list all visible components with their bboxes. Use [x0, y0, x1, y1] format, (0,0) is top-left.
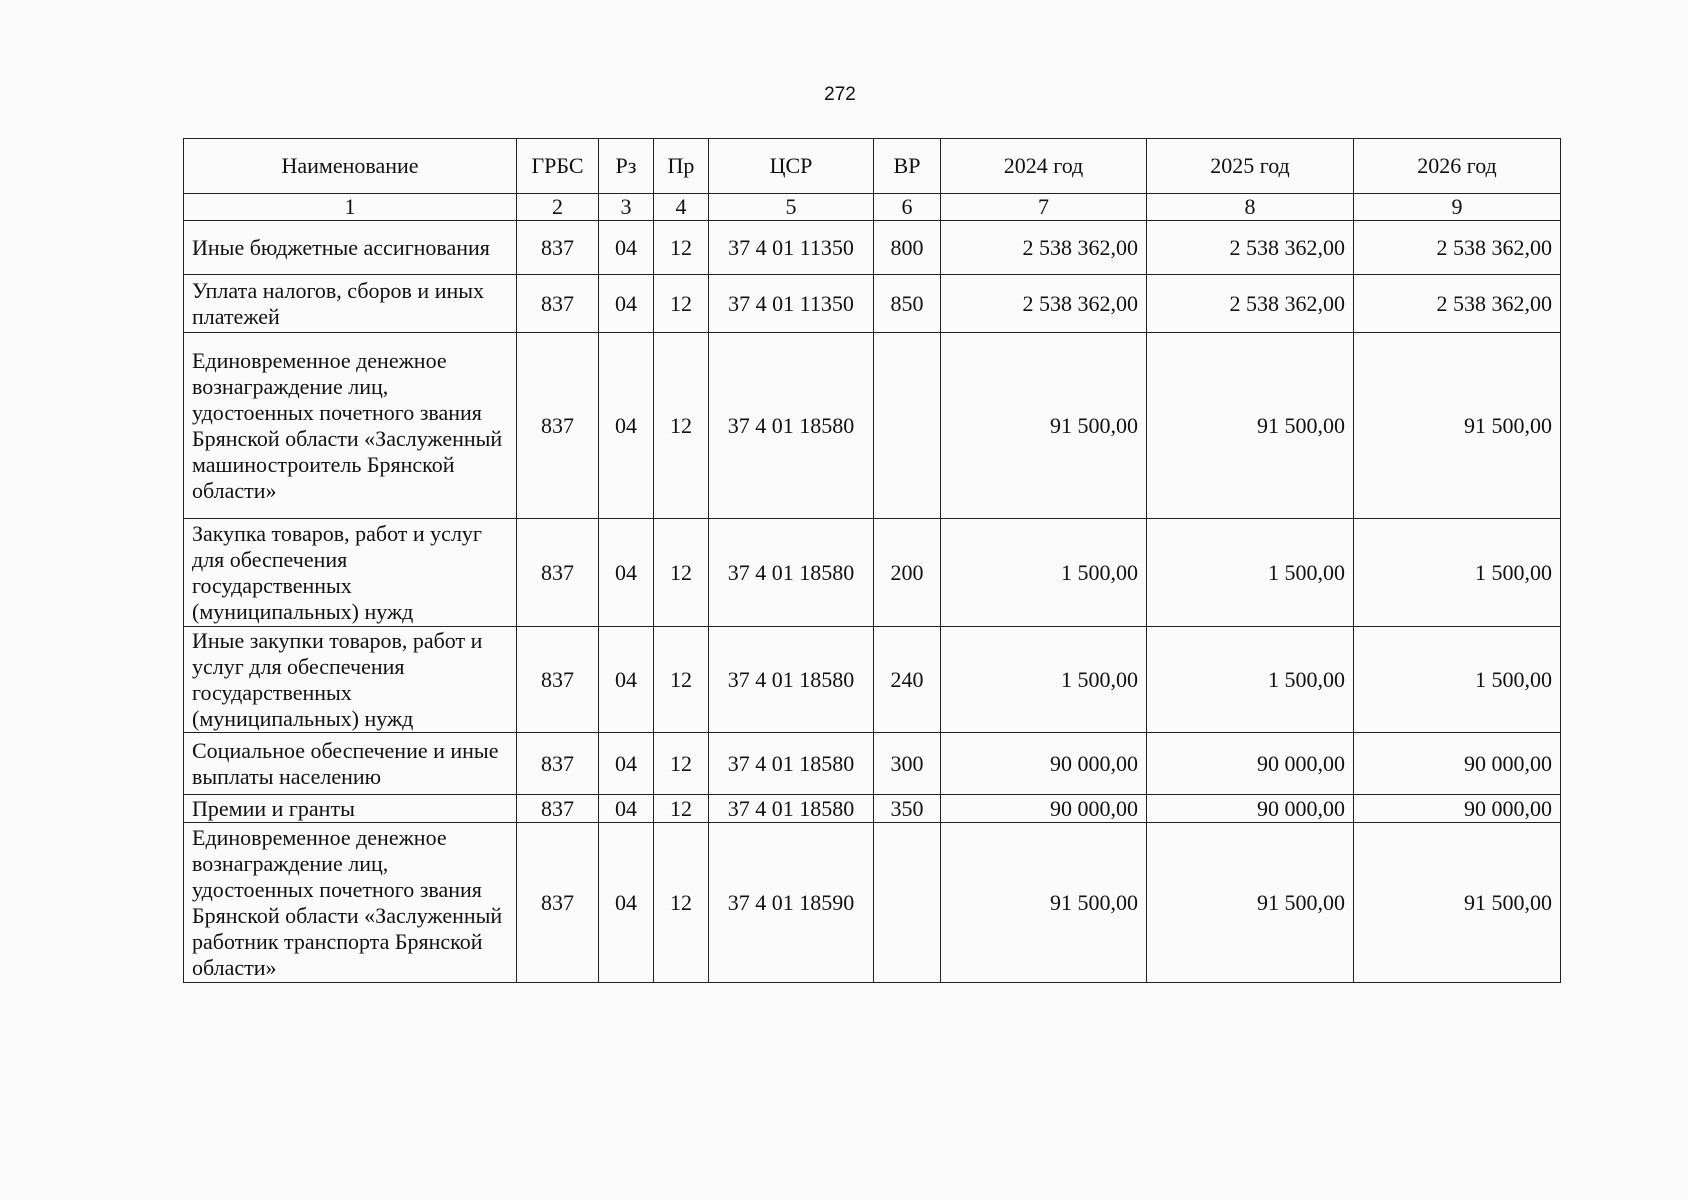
column-number: 8: [1147, 194, 1354, 221]
cell-vr: 850: [874, 275, 941, 333]
cell-pr: 12: [654, 795, 709, 823]
page-number: 272: [824, 84, 856, 105]
cell-2024: 91 500,00: [941, 333, 1147, 519]
cell-vr: 300: [874, 733, 941, 795]
column-number: 2: [517, 194, 599, 221]
cell-grbs: 837: [517, 221, 599, 275]
cell-csr: 37 4 01 18580: [709, 519, 874, 627]
header-row: [184, 139, 1561, 194]
cell-csr: 37 4 01 11350: [709, 275, 874, 333]
table-row: [184, 795, 1561, 823]
column-number: 6: [874, 194, 941, 221]
cell-2025: 91 500,00: [1147, 333, 1354, 519]
cell-2026: 1 500,00: [1354, 519, 1561, 627]
cell-2025: 1 500,00: [1147, 627, 1354, 733]
cell-grbs: 837: [517, 333, 599, 519]
cell-2024: 91 500,00: [941, 823, 1147, 983]
cell-name: Иные закупки товаров, работ и услуг для обеспечения государственных (муниципальных) нужд: [184, 627, 517, 733]
cell-2026: 2 538 362,00: [1354, 221, 1561, 275]
cell-name: Премии и гранты: [184, 795, 517, 823]
cell-name: Закупка товаров, работ и услуг для обеспечения государственных (муниципальных) нужд: [184, 519, 517, 627]
cell-csr: 37 4 01 18580: [709, 333, 874, 519]
header-name: Наименование: [184, 139, 517, 194]
cell-grbs: 837: [517, 733, 599, 795]
cell-csr: 37 4 01 18580: [709, 795, 874, 823]
cell-rz: 04: [599, 795, 654, 823]
cell-vr: 350: [874, 795, 941, 823]
cell-csr: 37 4 01 18580: [709, 627, 874, 733]
header-pr: Пр: [654, 139, 709, 194]
cell-pr: 12: [654, 333, 709, 519]
cell-rz: 04: [599, 519, 654, 627]
column-number: 1: [184, 194, 517, 221]
cell-pr: 12: [654, 275, 709, 333]
cell-pr: 12: [654, 733, 709, 795]
cell-vr: [874, 333, 941, 519]
header-2024: 2024 год: [941, 139, 1147, 194]
column-number: 9: [1354, 194, 1561, 221]
cell-grbs: 837: [517, 627, 599, 733]
table-row: [184, 627, 1561, 733]
cell-2025: 91 500,00: [1147, 823, 1354, 983]
cell-grbs: 837: [517, 795, 599, 823]
cell-2026: 90 000,00: [1354, 795, 1561, 823]
table-row: [184, 733, 1561, 795]
cell-2024: 2 538 362,00: [941, 221, 1147, 275]
header-rz: Рз: [599, 139, 654, 194]
cell-2025: 2 538 362,00: [1147, 221, 1354, 275]
column-number: 4: [654, 194, 709, 221]
cell-pr: 12: [654, 627, 709, 733]
cell-grbs: 837: [517, 823, 599, 983]
cell-2026: 2 538 362,00: [1354, 275, 1561, 333]
cell-2025: 90 000,00: [1147, 733, 1354, 795]
cell-2025: 2 538 362,00: [1147, 275, 1354, 333]
cell-vr: 800: [874, 221, 941, 275]
cell-grbs: 837: [517, 519, 599, 627]
cell-csr: 37 4 01 18580: [709, 733, 874, 795]
cell-2026: 90 000,00: [1354, 733, 1561, 795]
cell-csr: 37 4 01 11350: [709, 221, 874, 275]
cell-2026: 91 500,00: [1354, 333, 1561, 519]
cell-2024: 90 000,00: [941, 795, 1147, 823]
cell-2024: 2 538 362,00: [941, 275, 1147, 333]
cell-csr: 37 4 01 18590: [709, 823, 874, 983]
table-body: [184, 194, 1561, 983]
column-number: 3: [599, 194, 654, 221]
header-grbs: ГРБС: [517, 139, 599, 194]
cell-name: Иные бюджетные ассигнования: [184, 221, 517, 275]
column-number: 7: [941, 194, 1147, 221]
cell-pr: 12: [654, 519, 709, 627]
table-row: [184, 221, 1561, 275]
table-row: [184, 333, 1561, 519]
table-row: [184, 823, 1561, 983]
header-2026: 2026 год: [1354, 139, 1561, 194]
cell-rz: 04: [599, 333, 654, 519]
cell-2026: 91 500,00: [1354, 823, 1561, 983]
column-number: 5: [709, 194, 874, 221]
cell-name: Единовременное денежное вознаграждение лиц, удостоенных почетного звания Брянской области «Заслуженный работник транспорта Брянской области»: [184, 823, 517, 983]
cell-rz: 04: [599, 275, 654, 333]
budget-table: [183, 138, 1561, 983]
cell-vr: 200: [874, 519, 941, 627]
cell-2025: 1 500,00: [1147, 519, 1354, 627]
table-row: [184, 275, 1561, 333]
header-2025: 2025 год: [1147, 139, 1354, 194]
cell-rz: 04: [599, 221, 654, 275]
column-number-row: [184, 194, 1561, 221]
cell-2024: 1 500,00: [941, 627, 1147, 733]
cell-2024: 1 500,00: [941, 519, 1147, 627]
cell-vr: 240: [874, 627, 941, 733]
cell-pr: 12: [654, 221, 709, 275]
cell-2024: 90 000,00: [941, 733, 1147, 795]
cell-vr: [874, 823, 941, 983]
cell-rz: 04: [599, 627, 654, 733]
cell-2025: 90 000,00: [1147, 795, 1354, 823]
cell-rz: 04: [599, 823, 654, 983]
cell-name: Уплата налогов, сборов и иных платежей: [184, 275, 517, 333]
table-row: [184, 519, 1561, 627]
cell-2026: 1 500,00: [1354, 627, 1561, 733]
cell-pr: 12: [654, 823, 709, 983]
cell-name: Социальное обеспечение и иные выплаты населению: [184, 733, 517, 795]
cell-name: Единовременное денежное вознаграждение лиц, удостоенных почетного звания Брянской области «Заслуженный машиностроитель Брянской области»: [184, 333, 517, 519]
cell-rz: 04: [599, 733, 654, 795]
header-vr: ВР: [874, 139, 941, 194]
cell-grbs: 837: [517, 275, 599, 333]
header-csr: ЦСР: [709, 139, 874, 194]
